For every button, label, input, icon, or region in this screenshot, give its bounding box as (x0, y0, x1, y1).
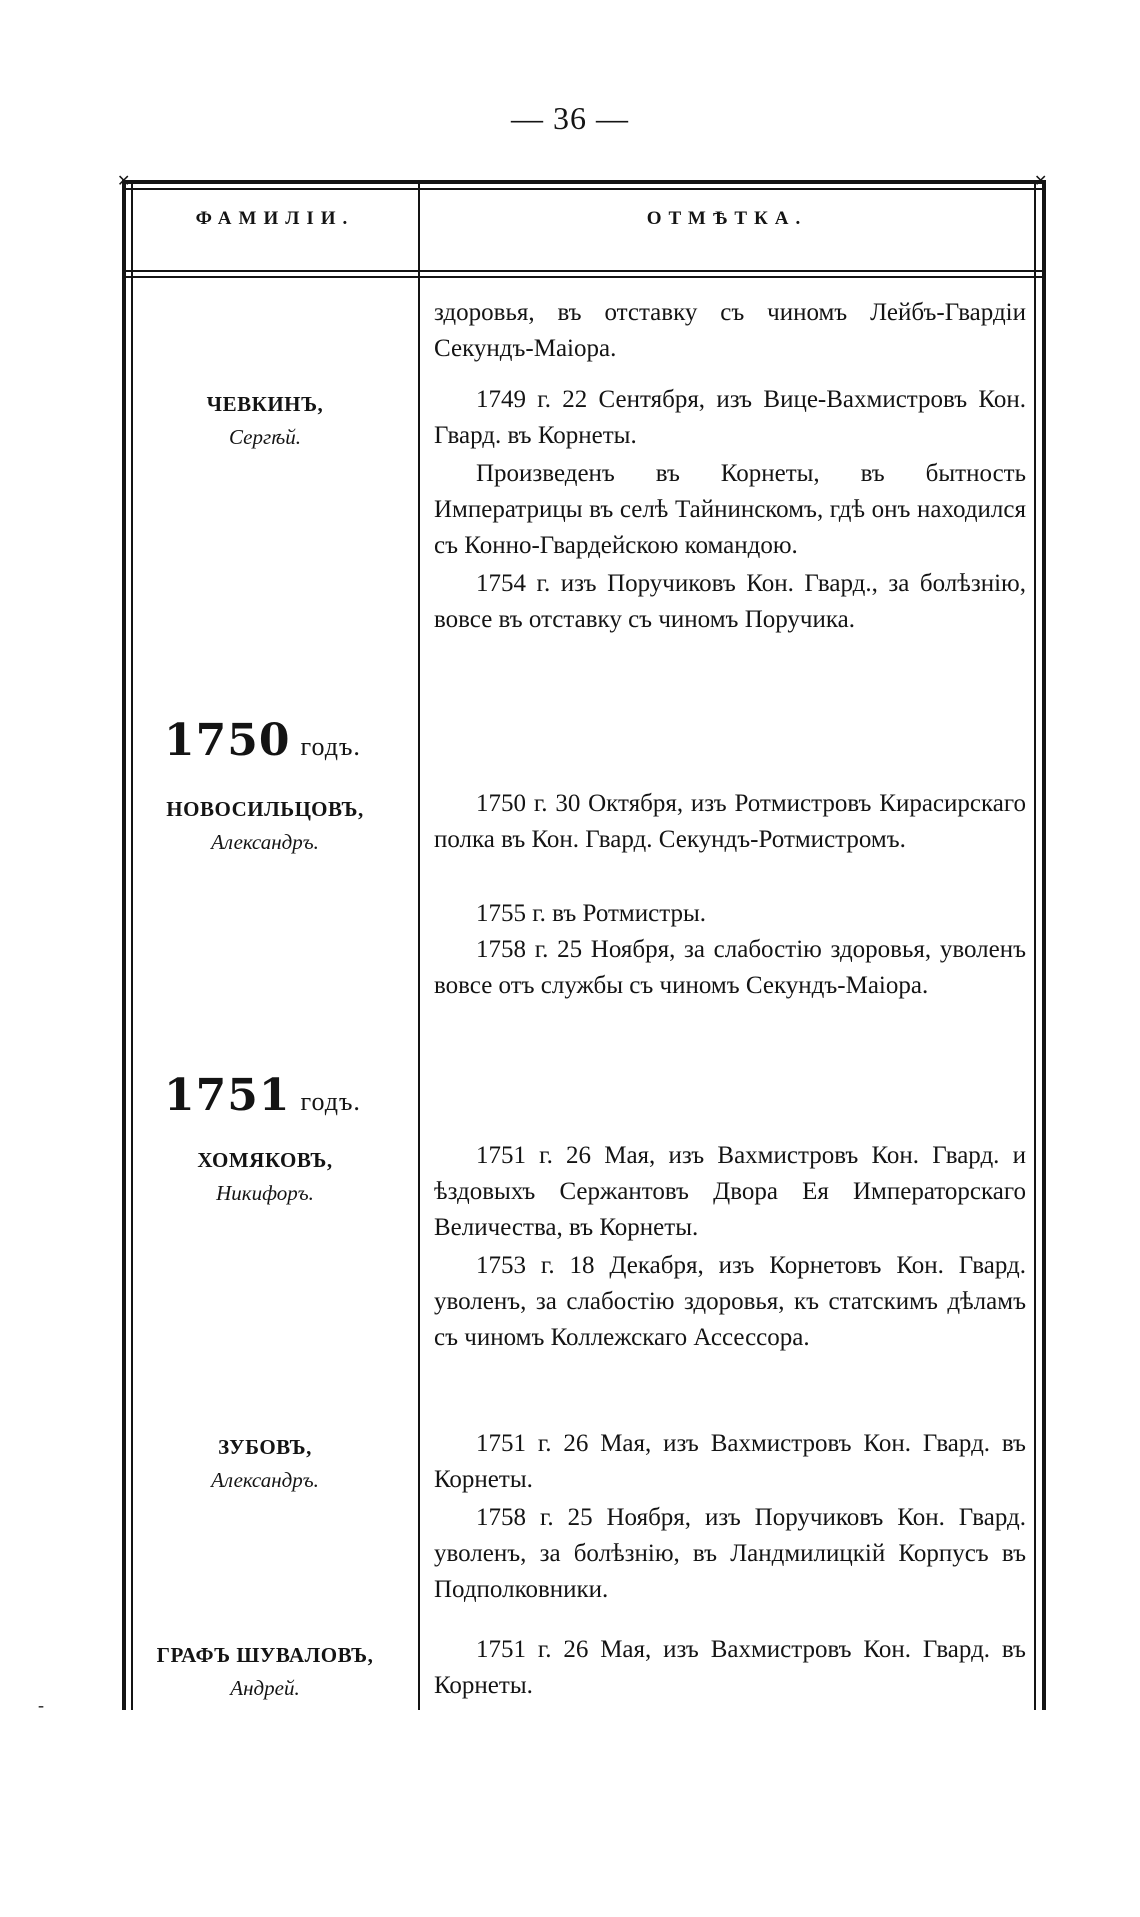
column-header-notes: ОТМѢТКА. (646, 208, 808, 229)
header-divider (122, 270, 1046, 272)
margin-mark: - (38, 1695, 44, 1715)
note-paragraph: 1750 г. 30 Октября, изъ Ротмистровъ Кирасирскаго полка въ Кон. Гвард. Секундъ-Ротмистромъ. (434, 790, 1026, 853)
right-border-thin (1034, 180, 1036, 1710)
top-border-thick (122, 180, 1046, 184)
page-number: — 36 — (511, 100, 629, 136)
note-paragraph: 1758 г. 25 Ноября, изъ Поручиковъ Кон. Гвард. уволенъ, за болѣзнію, въ Ландмилицкій Корпусъ въ Подполковники. (434, 1504, 1026, 1603)
register-table (117, 173, 1048, 1710)
note-paragraph: 1755 г. въ Ротмистры. (476, 900, 706, 927)
entry-given-name: Александръ. (211, 830, 319, 854)
year-label: годъ. (300, 1087, 361, 1116)
note-paragraph: 1754 г. изъ Поручиковъ Кон. Гвард., за болѣзнію, вовсе въ отставку съ чиномъ Поручика. (434, 570, 1026, 633)
column-header-surnames: ФАМИЛІИ. (195, 208, 355, 229)
entry-surname: ХОМЯКОВЪ, (197, 1148, 333, 1172)
note-paragraph: 1751 г. 26 Мая, изъ Вахмистровъ Кон. Гвард. въ Корнеты. (434, 1430, 1026, 1493)
corner-ornament-icon: ✕ (1034, 173, 1048, 190)
year-heading (164, 715, 361, 766)
note-paragraph: 1749 г. 22 Сентября, изъ Вице-Вахмистровъ Кон. Гвард. въ Корнеты. (434, 386, 1026, 449)
year-number: 1750 (164, 715, 291, 766)
top-border-thin (122, 188, 1046, 190)
note-continued: здоровья, въ отставку съ чиномъ Лейбъ-Гвардіи Секундъ-Маіора. (434, 299, 1026, 362)
note-paragraph: Произведенъ въ Корнеты, въ бытность Императрицы въ селѣ Тайнинскомъ, гдѣ онъ находился съ Конно-Гвардейскою командою. (434, 460, 1026, 559)
entry-given-name: Сергѣй. (229, 425, 301, 449)
note-paragraph: 1753 г. 18 Декабря, изъ Корнетовъ Кон. Гвард. уволенъ, за слабостію здоровья, къ статскимъ дѣламъ съ чиномъ Коллежскаго Ассессора. (434, 1252, 1026, 1351)
corner-ornament-icon: ✕ (117, 173, 131, 190)
year-label: годъ. (300, 732, 361, 761)
entry-given-name: Андрей. (230, 1676, 300, 1700)
year-number: 1751 (164, 1070, 291, 1121)
header-divider-double (122, 276, 1046, 278)
entry-surname: НОВОСИЛЬЦОВЪ, (166, 797, 364, 821)
year-heading (164, 1070, 361, 1121)
entry-surname: ГРАФЪ ШУВАЛОВЪ, (156, 1643, 374, 1667)
entry-surname: ЧЕВКИНЪ, (206, 392, 324, 416)
note-paragraph: 1751 г. 26 Мая, изъ Вахмистровъ Кон. Гвард. въ Корнеты. (434, 1636, 1026, 1699)
entry-surname: ЗУБОВЪ, (218, 1435, 312, 1459)
right-border-thick (1042, 180, 1046, 1710)
note-paragraph: 1751 г. 26 Мая, изъ Вахмистровъ Кон. Гвард. и ѣздовыхъ Сержантовъ Двора Ея Императорскаго Величества, въ Корнеты. (434, 1142, 1026, 1241)
column-divider (418, 180, 420, 1710)
entry-given-name: Никифоръ. (216, 1181, 314, 1205)
note-paragraph: 1758 г. 25 Ноября, за слабостію здоровья, уволенъ вовсе отъ службы съ чиномъ Секундъ-Маіора. (434, 936, 1026, 999)
entry-given-name: Александръ. (211, 1468, 319, 1492)
